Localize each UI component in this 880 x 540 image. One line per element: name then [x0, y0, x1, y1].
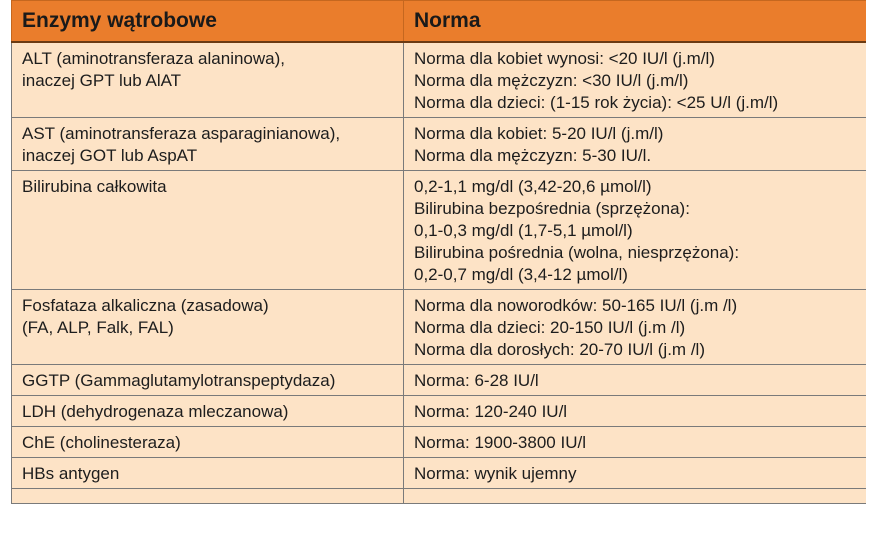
norm-line: 0,2-1,1 mg/dl (3,42-20,6 µmol/l) — [414, 177, 652, 196]
norm-line: Norma dla mężczyzn: 5-30 IU/l. — [414, 146, 652, 165]
norm-line: Norma: 120-240 IU/l — [414, 402, 568, 421]
enzyme-name-cell — [12, 42, 404, 118]
norm-cell — [404, 396, 867, 427]
norm-line: Norma dla kobiet wynosi: <20 IU/l (j.m/l) — [414, 49, 715, 68]
liver-enzymes-table-container — [11, 0, 866, 540]
norm-line: Norma dla mężczyzn: <30 IU/l (j.m/l) — [414, 71, 689, 90]
enzyme-name-line: Bilirubina całkowita — [22, 177, 167, 196]
header-enzymes: Enzymy wątrobowe — [12, 1, 404, 43]
empty-cell — [12, 489, 404, 504]
norm-cell — [404, 427, 867, 458]
enzyme-name-cell — [12, 118, 404, 171]
enzyme-name-line: ChE (cholinesteraza) — [22, 433, 181, 452]
norm-line: Norma: 6-28 IU/l — [414, 371, 539, 390]
norm-line: Norma: 1900-3800 IU/l — [414, 433, 586, 452]
enzyme-name-cell — [12, 396, 404, 427]
norm-line: Norma dla dzieci: 20-150 IU/l (j.m /l) — [414, 318, 686, 337]
table-row — [12, 290, 867, 365]
enzyme-name-cell — [12, 290, 404, 365]
enzyme-name-line: Fosfataza alkaliczna (zasadowa) — [22, 296, 269, 315]
enzyme-name-line: LDH (dehydrogenaza mleczanowa) — [22, 402, 289, 421]
enzyme-name-cell — [12, 171, 404, 290]
table-row — [12, 396, 867, 427]
enzyme-name-cell — [12, 427, 404, 458]
norm-cell — [404, 458, 867, 489]
norm-line: Bilirubina bezpośrednia (sprzężona): — [414, 199, 690, 218]
enzyme-name-cell — [12, 458, 404, 489]
norm-cell — [404, 118, 867, 171]
norm-cell — [404, 171, 867, 290]
empty-cell — [404, 489, 867, 504]
norm-cell — [404, 365, 867, 396]
enzyme-name-line: inaczej GPT lub AlAT — [22, 71, 182, 90]
header-norm: Norma — [404, 1, 867, 43]
norm-cell — [404, 290, 867, 365]
table-row — [12, 427, 867, 458]
norm-line: 0,1-0,3 mg/dl (1,7-5,1 µmol/l) — [414, 221, 633, 240]
norm-line: Norma dla kobiet: 5-20 IU/l (j.m/l) — [414, 124, 664, 143]
norm-cell — [404, 42, 867, 118]
norm-line: Norma dla dorosłych: 20-70 IU/l (j.m /l) — [414, 340, 705, 359]
table-header-row — [12, 1, 867, 43]
enzyme-name-line: inaczej GOT lub AspAT — [22, 146, 198, 165]
enzyme-name-line: ALT (aminotransferaza alaninowa), — [22, 49, 286, 68]
table-row — [12, 171, 867, 290]
norm-line: Norma dla dzieci: (1-15 rok życia): <25 U/l (j.m/l) — [414, 93, 779, 112]
table-row — [12, 118, 867, 171]
enzyme-name-line: AST (aminotransferaza asparaginianowa), — [22, 124, 341, 143]
table-row — [12, 458, 867, 489]
enzyme-name-line: HBs antygen — [22, 464, 120, 483]
table-row-cropped — [12, 489, 867, 504]
table-body — [12, 42, 867, 504]
norm-line: Norma: wynik ujemny — [414, 464, 577, 483]
norm-line: Norma dla noworodków: 50-165 IU/l (j.m /l) — [414, 296, 738, 315]
table-row — [12, 365, 867, 396]
enzyme-name-line: (FA, ALP, Falk, FAL) — [22, 318, 174, 337]
liver-enzymes-table — [11, 0, 866, 504]
norm-line: 0,2-0,7 mg/dl (3,4-12 µmol/l) — [414, 265, 628, 284]
norm-line: Bilirubina pośrednia (wolna, niesprzężona): — [414, 243, 740, 262]
enzyme-name-cell — [12, 365, 404, 396]
table-row — [12, 42, 867, 118]
enzyme-name-line: GGTP (Gammaglutamylotranspeptydaza) — [22, 371, 336, 390]
